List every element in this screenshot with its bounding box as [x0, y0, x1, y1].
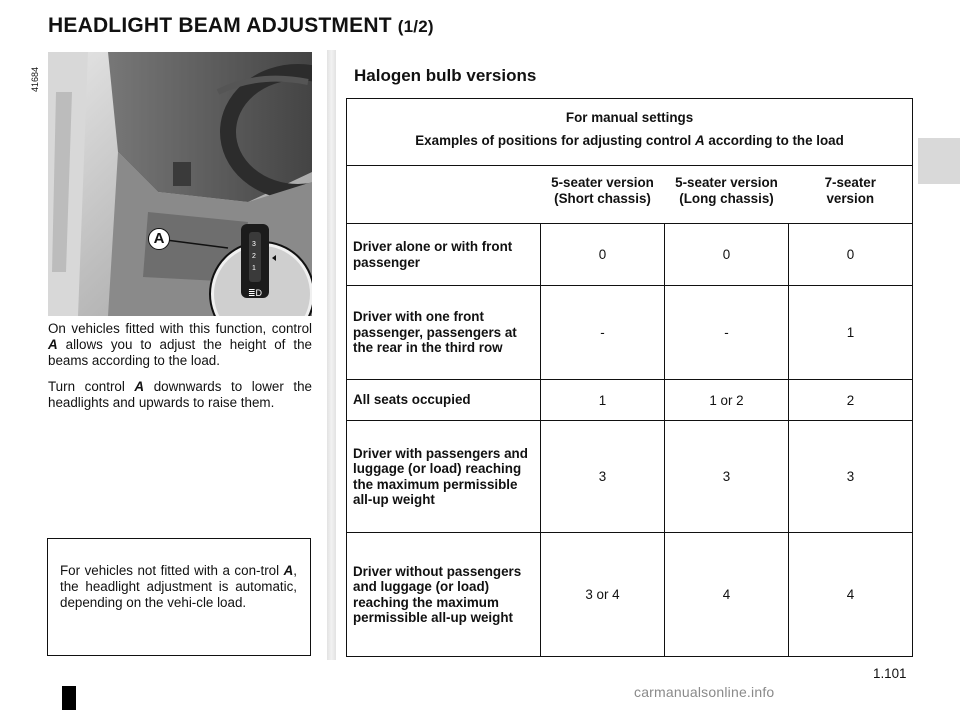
headlight-control-illustration: [48, 52, 312, 316]
page-title-part: (1/2): [397, 17, 434, 36]
col2-line1: 5-seater version: [675, 174, 778, 190]
table-row: [347, 421, 913, 533]
paragraph1-text-a: On vehicles fitted with this function, control: [48, 321, 312, 336]
paragraph-control-function: [48, 321, 312, 369]
row-value-long: 3: [665, 421, 789, 533]
row-label: All seats occupied: [347, 380, 541, 421]
row-value-short: 0: [541, 224, 665, 286]
paragraph2-control-letter: A: [134, 379, 145, 394]
callout-a: [148, 228, 170, 250]
note-control-letter: A: [283, 563, 294, 578]
row-value-7-seater: 1: [789, 286, 913, 380]
svg-text:2: 2: [252, 253, 256, 260]
section-tab-marker: [918, 138, 960, 184]
row-value-short: 3: [541, 421, 665, 533]
note-text-a: For vehicles not fitted with a con-trol: [60, 563, 284, 578]
page-title-text: HEADLIGHT BEAM ADJUSTMENT: [48, 14, 392, 37]
table-subtitle-2: [347, 133, 912, 148]
section-heading: Halogen bulb versions: [354, 66, 537, 85]
col1-line1: 5-seater version: [551, 174, 654, 190]
photo-code: 41684: [30, 66, 40, 92]
note-text-b: , the headlight adjustment is automatic, depending on the vehi-cle load.: [60, 563, 297, 610]
row-value-7-seater: 2: [789, 380, 913, 421]
row-value-7-seater: 3: [789, 421, 913, 533]
svg-text:≣D: ≣D: [248, 288, 263, 298]
paragraph2-text-a: Turn control: [48, 379, 135, 394]
row-value-long: -: [665, 286, 789, 380]
table-subtitle-1: For manual settings: [565, 110, 694, 125]
table-subtitle-cell: [347, 99, 913, 166]
column-header-5-seater-short: [541, 166, 665, 224]
table-column-header-blank: [347, 166, 541, 224]
row-label: Driver with one front passenger, passengers at the rear in the third row: [347, 286, 541, 380]
page-title: [48, 14, 434, 38]
paragraph1-text-b: allows you to adjust the height of the beams according to the load.: [48, 337, 312, 368]
table-header-row: [347, 99, 913, 166]
column-header-5-seater-long: [665, 166, 789, 224]
paragraph2-text-b: downwards to lower the headlights and upwards to raise them.: [48, 379, 312, 410]
callout-a-label: A: [153, 230, 165, 247]
row-value-long: 4: [665, 533, 789, 657]
row-value-7-seater: 0: [789, 224, 913, 286]
note-box: [47, 538, 311, 656]
row-label: Driver alone or with front passenger: [347, 224, 541, 286]
paragraph1-control-letter: A: [48, 337, 58, 352]
row-label: Driver with passengers and luggage (or load) reaching the maximum permissible all-up weight: [347, 421, 541, 533]
row-value-short: 3 or 4: [541, 533, 665, 657]
table-column-header-row: [347, 166, 913, 224]
row-label: Driver without passengers and luggage (or load) reaching the maximum permissible all-up weight: [347, 533, 541, 657]
svg-text:3: 3: [252, 241, 256, 248]
table-row: [347, 224, 913, 286]
corner-mark: [62, 686, 76, 710]
headlight-position-table: [346, 98, 913, 657]
dashboard-photo: [48, 52, 312, 316]
col1-line2: (Short chassis): [554, 190, 651, 206]
paragraph-turn-control: [48, 379, 312, 411]
table-subtitle-2-b: according to the load: [704, 133, 844, 148]
col2-line2: (Long chassis): [679, 190, 774, 206]
table-row: [347, 380, 913, 421]
row-value-7-seater: 4: [789, 533, 913, 657]
col3-line2: version: [826, 190, 875, 206]
note-text: [60, 563, 297, 611]
table-subtitle-control-letter: A: [695, 133, 705, 148]
row-value-long: 0: [665, 224, 789, 286]
table-row: [347, 533, 913, 657]
svg-text:1: 1: [252, 265, 256, 272]
table-subtitle-2-a: Examples of positions for adjusting control: [415, 133, 695, 148]
column-divider: [327, 50, 336, 660]
row-value-long: 1 or 2: [665, 380, 789, 421]
col3-line1: 7-seater: [824, 174, 876, 190]
watermark: carmanualsonline.info: [634, 684, 775, 700]
row-value-short: 1: [541, 380, 665, 421]
page-number: 1.101: [873, 666, 907, 681]
row-value-short: -: [541, 286, 665, 380]
column-header-7-seater: [789, 166, 913, 224]
table-row: [347, 286, 913, 380]
